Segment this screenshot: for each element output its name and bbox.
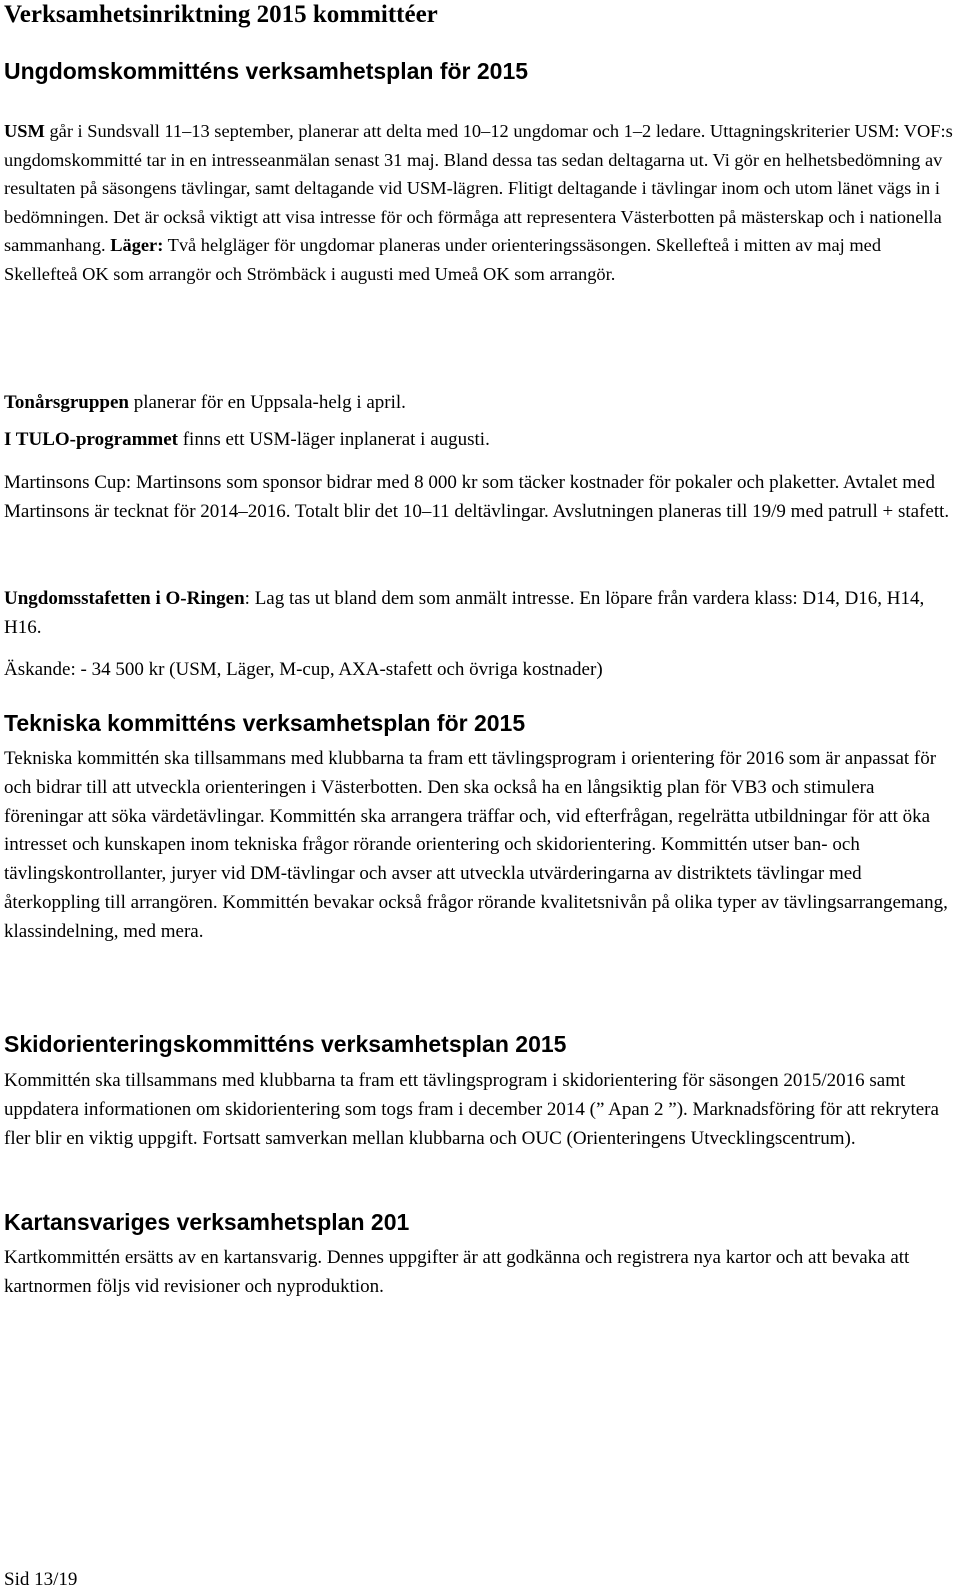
youth-committee-heading: Ungdomskommitténs verksamhetsplan för 2015 xyxy=(4,58,529,84)
teen-text: planerar för en Uppsala-helg i april. xyxy=(128,392,406,413)
document-title: Verksamhetsinriktning 2015 kommittéer xyxy=(4,1,438,28)
teen-lead: Tonårsgruppen xyxy=(4,392,129,413)
martinsons-cup-paragraph: Martinsons Cup: Martinsons som sponsor bidrar med 8 000 kr som täcker kostnader för pokaler och plaketter. Avtalet med Martinsons är tecknat för 2014–2016. Totalt blir det 10–11 deltävlingar. Avslutningen planeras till 19/9 med patrull + stafett. xyxy=(4,472,950,522)
youth-relay-paragraph xyxy=(4,585,956,643)
camp-lead: Läger: xyxy=(110,235,164,256)
map-manager-paragraph: Kartkommittén ersätts av en kartansvarig. Dennes uppgifter är att godkänna och registrera nya kartor och att bevaka att kartnormen följs vid revisioner och nyproduktion. xyxy=(4,1247,910,1297)
usm-text: går i Sundsvall 11–13 september, planerar att delta med 10–12 ungdomar och 1–2 ledare. Uttagningskriterier USM: VOF:s ungdomskommitté tar in en intresseanmälan senast 31 maj. Bland dessa tas sedan deltagarna ut. Vi gör en helhetsbedömning av resultaten på säsongens tävlingar, samt deltagande vid USM-lägren. Flitigt deltagande i tävlingar inom och utom länet vägs in i bedömningen. Det är också viktigt att visa intresse för och förmåga att representera Västerbotten på mästerskap och i nationella sammanhang. xyxy=(4,121,953,256)
map-manager-heading: Kartansvariges verksamhetsplan 201 xyxy=(4,1209,410,1235)
relay-text: : Lag tas ut bland dem som anmält intresse. En löpare från vardera klass: D14, D16, H14, H16. xyxy=(4,588,925,638)
ski-committee-paragraph: Kommittén ska tillsammans med klubbarna ta fram ett tävlingsprogram i skidorientering för säsongen 2015/2016 samt uppdatera informationen om skidorientering som togs fram i december 2014 (” Apan 2 ”). Marknadsföring för att rekrytera fler blir en viktig uppgift. Fortsatt samverkan mellan klubbarna och OUC (Orienteringens Utvecklingscentrum). xyxy=(4,1070,939,1149)
camp-text: Två helgläger för ungdomar planeras under orienteringssäsongen. Skellefteå i mitten av maj med Skellefteå OK som arrangör och Strömbäck i augusti med Umeå OK som arrangör. xyxy=(4,235,882,284)
technical-committee-paragraph: Tekniska kommittén ska tillsammans med klubbarna ta fram ett tävlingsprogram i orientering för 2016 som är anpassat för och bidrar till att utveckla orienteringen i Västerbotten. Den ska också ha en långsiktig plan för VB3 och stimulera föreningar att söka värdetävlingar. Kommittén ska arrangera träffar och, vid efterfrågan, regelrätta utbildningar för att öka intresset och kunskapen inom tekniska frågor rörande orientering och skidorientering. Kommittén utser ban- och tävlingskontrollanter, juryer vid DM-tävlingar och avser att utveckla utvärderingarna av distriktets tävlingar med återkoppling till arrangören. Kommittén bevakar också frågor rörande kvalitetsnivån på olika typer av tävlingsarrangemang, klassindelning, med mera. xyxy=(4,748,948,942)
ski-committee-heading: Skidorienteringskommitténs verksamhetsplan 2015 xyxy=(4,1031,567,1057)
youth-budget-paragraph: Äskande: - 34 500 kr (USM, Läger, M-cup, AXA-stafett och övriga kostnader) xyxy=(4,659,603,680)
tulo-text: finns ett USM-läger inplanerat i augusti. xyxy=(177,429,490,450)
teen-group-paragraph xyxy=(4,389,956,418)
usm-lead: USM xyxy=(4,121,45,141)
relay-lead: Ungdomsstafetten i O-Ringen xyxy=(4,588,245,609)
technical-committee-heading: Tekniska kommitténs verksamhetsplan för 2015 xyxy=(4,710,526,736)
page-number: Sid 13/19 xyxy=(4,1569,78,1590)
tulo-paragraph xyxy=(4,426,956,455)
tulo-lead: I TULO-programmet xyxy=(4,429,178,450)
usm-paragraph xyxy=(4,117,956,289)
